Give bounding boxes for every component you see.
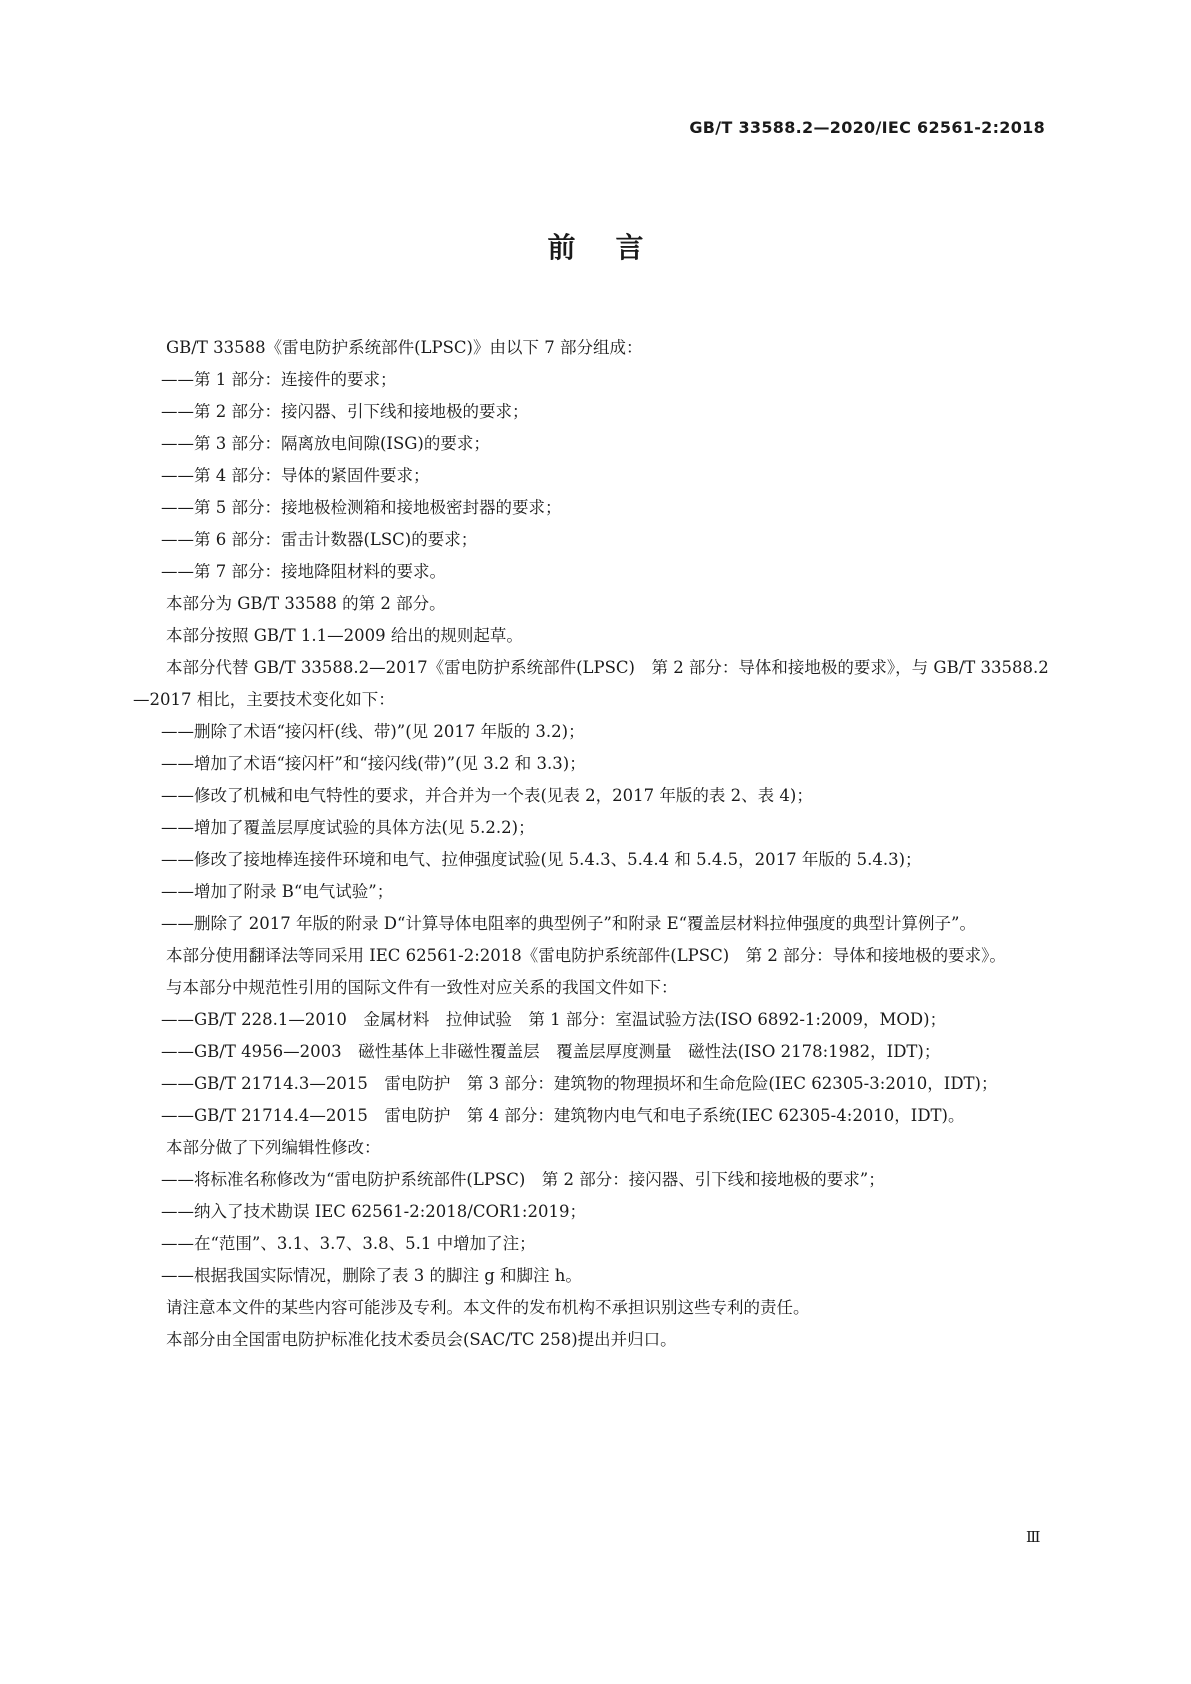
references-lead: 与本部分中规范性引用的国际文件有一致性对应关系的我国文件如下： (166, 978, 678, 997)
list-item: ——GB/T 228.1—2010 金属材料 拉伸试验 第 1 部分：室温试验方法(ISO 6892-1:2009，MOD)； (161, 1010, 947, 1029)
list-item: ——删除了 2017 年版的附录 D“计算导体电阻率的典型例子”和附录 E“覆盖层材料拉伸强度的典型计算例子”。 (161, 914, 976, 933)
list-item: ——纳入了技术勘误 IEC 62561-2:2018/COR1:2019； (161, 1202, 586, 1221)
list-item: ——第 6 部分：雷击计数器(LSC)的要求； (161, 530, 478, 549)
replacement-lead: 本部分代替 GB/T 33588.2—2017《雷电防护系统部件(LPSC) 第 2 部分：导体和接地极的要求》，与 GB/T 33588.2—2017 相比，主要技术变化如下： (133, 658, 1049, 709)
list-item: ——GB/T 21714.4—2015 雷电防护 第 4 部分：建筑物内电气和电子系统(IEC 62305-4:2010，IDT)。 (161, 1106, 965, 1125)
intro-lead: GB/T 33588《雷电防护系统部件(LPSC)》由以下 7 部分组成： (166, 338, 643, 357)
adoption-statement: 本部分使用翻译法等同采用 IEC 62561-2:2018《雷电防护系统部件(LPSC) 第 2 部分：导体和接地极的要求》。 (166, 946, 1006, 965)
page-number: Ⅲ (1026, 1528, 1041, 1546)
proposer-statement: 本部分由全国雷电防护标准化技术委员会(SAC/TC 258)提出并归口。 (166, 1330, 677, 1349)
list-item: ——第 2 部分：接闪器、引下线和接地极的要求； (161, 402, 529, 421)
list-item: ——GB/T 4956—2003 磁性基体上非磁性覆盖层 覆盖层厚度测量 磁性法(ISO 2178:1982，IDT)； (161, 1042, 941, 1061)
list-item: ——增加了术语“接闪杆”和“接闪线(带)”(见 3.2 和 3.3)； (161, 754, 586, 773)
drafting-statement: 本部分按照 GB/T 1.1—2009 给出的规则起草。 (166, 626, 523, 645)
page-title: 前言 (547, 231, 684, 264)
list-item: ——第 1 部分：连接件的要求； (161, 370, 397, 389)
editorial-lead: 本部分做了下列编辑性修改： (166, 1138, 381, 1157)
list-item: ——修改了接地棒连接件环境和电气、拉伸强度试验(见 5.4.3、5.4.4 和 5.4.5，2017 年版的 5.4.3)； (161, 850, 922, 869)
list-item: ——GB/T 21714.3—2015 雷电防护 第 3 部分：建筑物的物理损坏和生命危险(IEC 62305-3:2010，IDT)； (161, 1074, 998, 1093)
list-item: ——第 7 部分：接地降阻材料的要求。 (161, 562, 446, 581)
list-item: ——在“范围”、3.1、3.7、3.8、5.1 中增加了注； (161, 1234, 536, 1253)
list-item: ——根据我国实际情况，删除了表 3 的脚注 g 和脚注 h。 (161, 1266, 582, 1285)
document-body (133, 332, 1063, 1356)
list-item: ——第 3 部分：隔离放电间隙(ISG)的要求； (161, 434, 490, 453)
list-item: ——修改了机械和电气特性的要求，并合并为一个表(见表 2，2017 年版的表 2、表 4)； (161, 786, 813, 805)
list-item: ——第 5 部分：接地极检测箱和接地极密封器的要求； (161, 498, 562, 517)
patent-notice: 请注意本文件的某些内容可能涉及专利。本文件的发布机构不承担识别这些专利的责任。 (166, 1298, 810, 1317)
list-item: ——将标准名称修改为“雷电防护系统部件(LPSC) 第 2 部分：接闪器、引下线和接地极的要求”； (161, 1170, 885, 1189)
list-item: ——删除了术语“接闪杆(线、带)”(见 2017 年版的 3.2)； (161, 722, 585, 741)
list-item: ——增加了附录 B“电气试验”； (161, 882, 394, 901)
list-item: ——第 4 部分：导体的紧固件要求； (161, 466, 430, 485)
list-item: ——增加了覆盖层厚度试验的具体方法(见 5.2.2)； (161, 818, 535, 837)
this-part-statement: 本部分为 GB/T 33588 的第 2 部分。 (166, 594, 446, 613)
standard-code: GB/T 33588.2—2020/IEC 62561-2:2018 (689, 118, 1045, 137)
